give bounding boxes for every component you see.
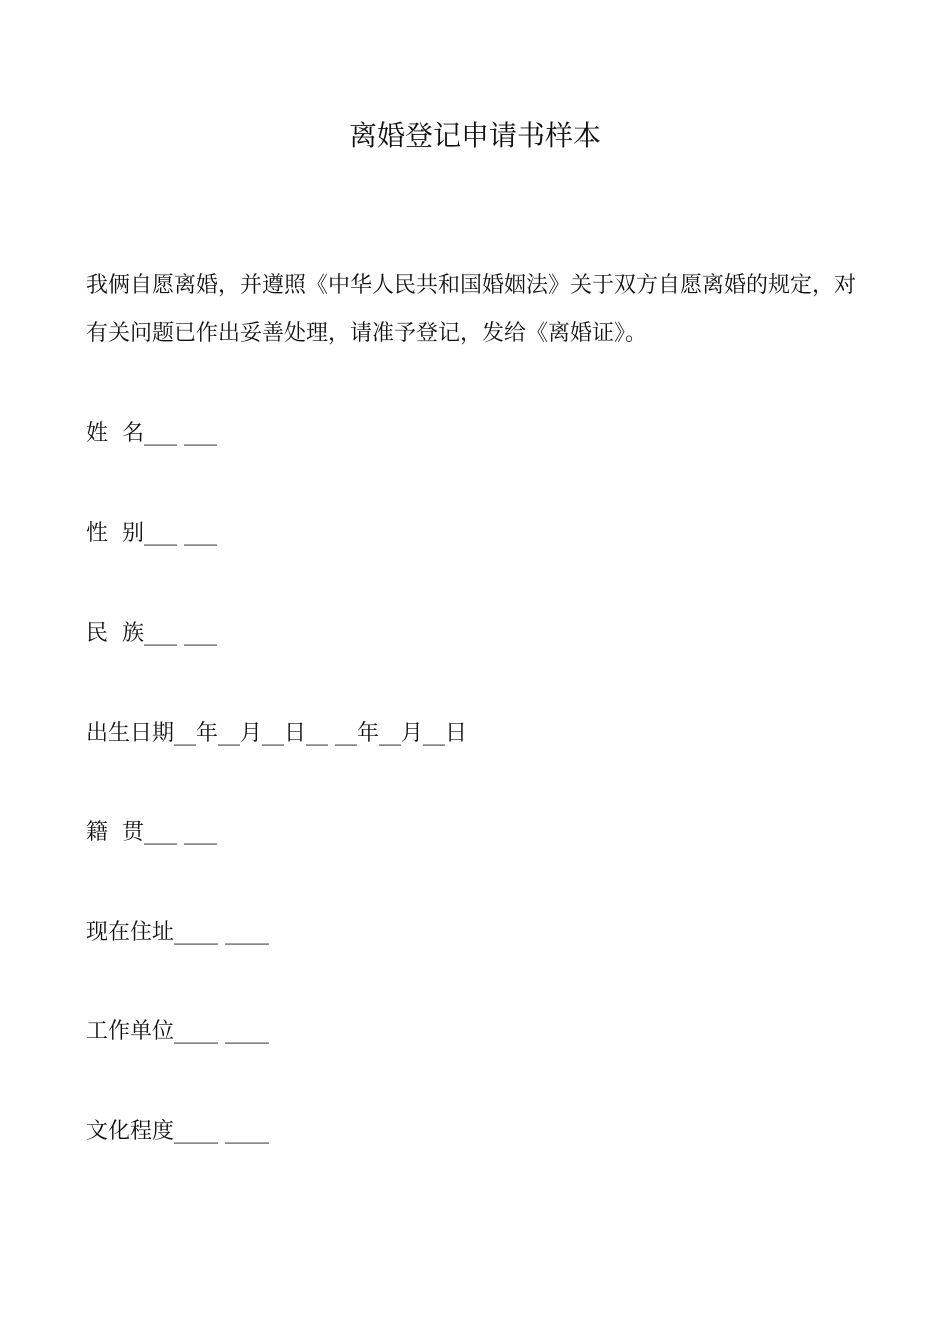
field-gender: 性 别___ ___ <box>86 521 217 546</box>
field-education-level: 文化程度____ ____ <box>86 1119 269 1144</box>
field-name: 姓 名___ ___ <box>86 421 217 446</box>
application-statement: 我俩自愿离婚，并遵照《中华人民共和国婚姻法》关于双方自愿离婚的规定，对有关问题已作出妥善处理，请准予登记，发给《离婚证》。 <box>86 273 857 346</box>
field-ethnicity: 民 族___ ___ <box>86 621 217 646</box>
field-native-place: 籍 贯___ ___ <box>86 820 217 845</box>
field-work-unit: 工作单位____ ____ <box>86 1019 269 1044</box>
field-current-address: 现在住址____ ____ <box>86 920 269 945</box>
field-birth-date: 出生日期__年__月__日__ __年__月__日 <box>86 721 467 746</box>
document-title: 离婚登记申请书样本 <box>348 119 601 152</box>
